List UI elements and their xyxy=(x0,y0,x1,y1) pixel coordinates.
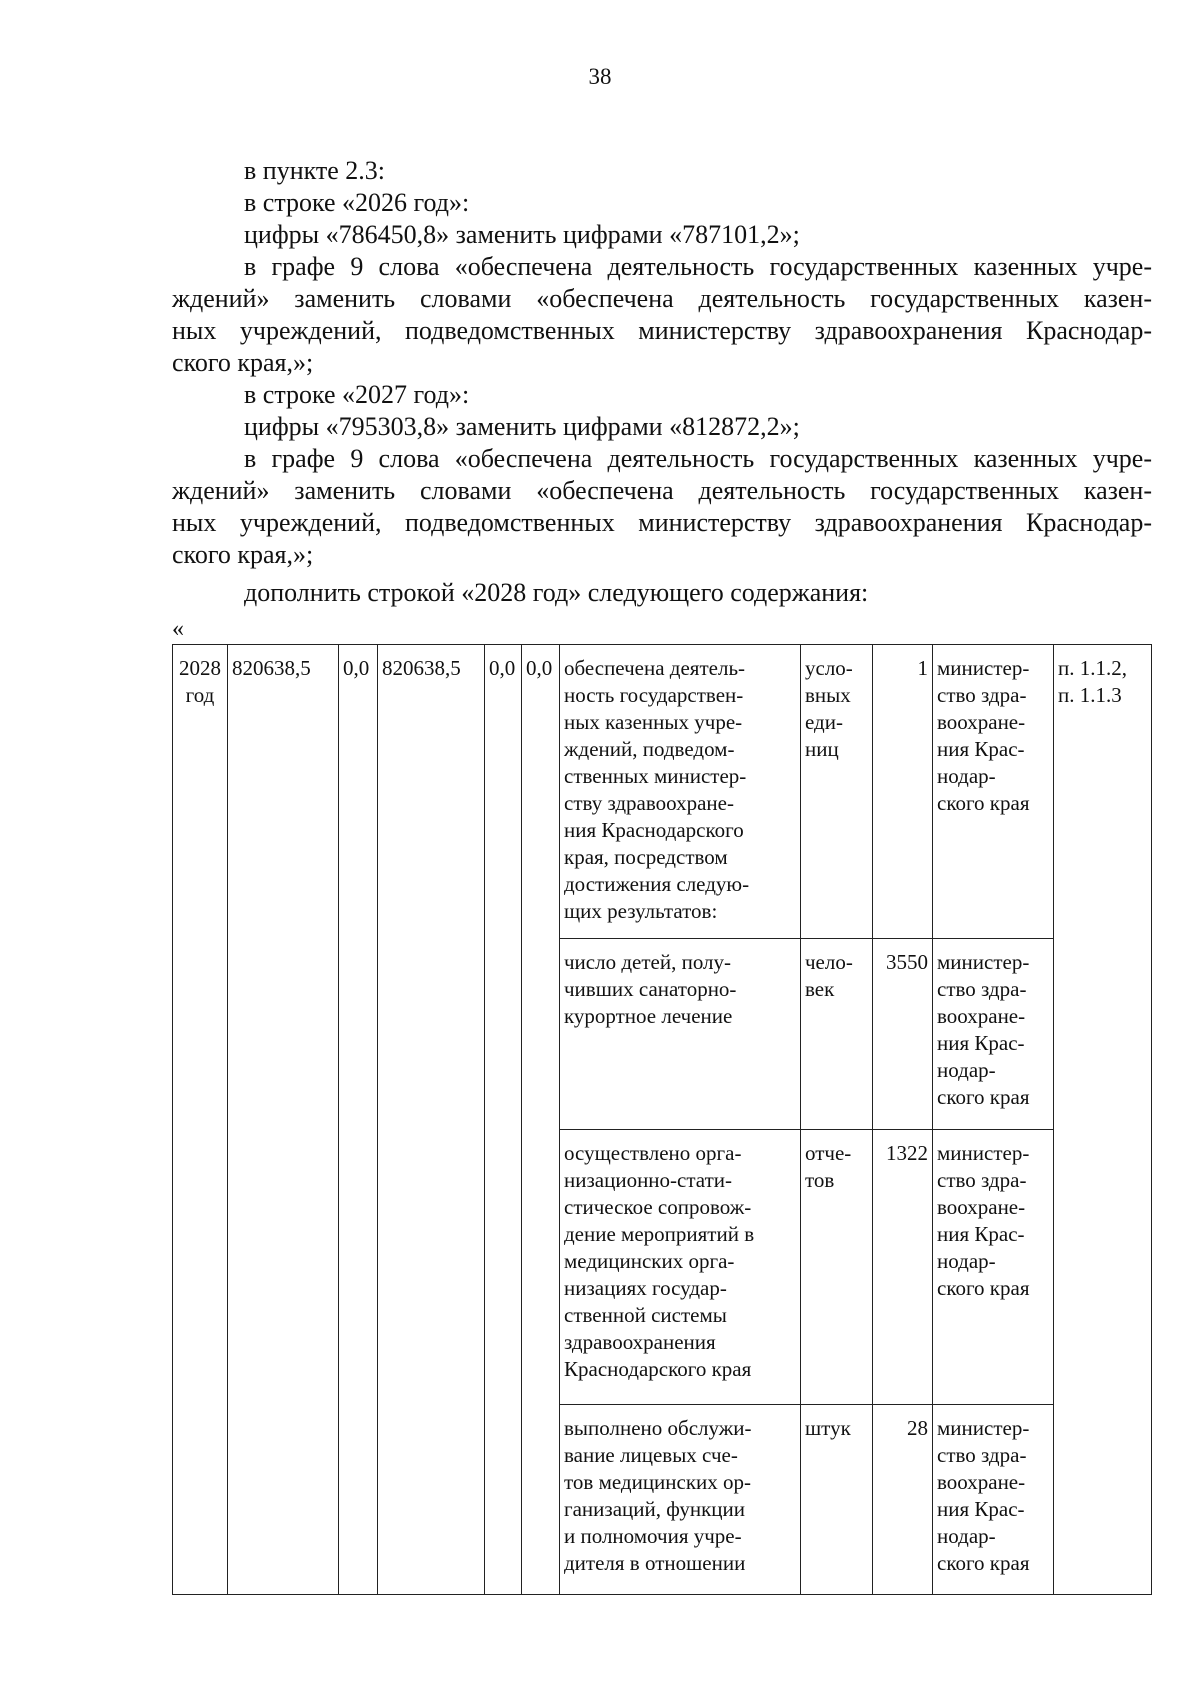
paragraph-column9-2026-l2: ждений» заменить словами «обеспечена деятельность государственных казен- xyxy=(172,284,1152,313)
table-row xyxy=(173,645,1152,939)
reference-cell: п. 1.1.2, п. 1.1.3 xyxy=(1054,645,1152,1595)
unit-cell: чело- век xyxy=(801,939,873,1130)
paragraph-column9-2027-l3: ных учреждений, подведомственных министерству здравоохранения Краснодар- xyxy=(172,508,1152,537)
paragraph-row-2026: в строке «2026 год»: xyxy=(244,188,470,217)
paragraph-figures-2026: цифры «786450,8» заменить цифрами «787101,2»; xyxy=(244,220,800,249)
paragraph-row-2027: в строке «2027 год»: xyxy=(244,380,470,409)
opening-quote: « xyxy=(172,616,184,642)
executor-cell: министер- ство здра- воохране- ния Крас- нодар- ского края xyxy=(933,1405,1054,1595)
value-cell: 28 xyxy=(873,1405,933,1595)
row-2028-table xyxy=(172,644,1152,1595)
value-cell: 3550 xyxy=(873,939,933,1130)
unit-cell: отче- тов xyxy=(801,1130,873,1405)
extra-budget-cell: 0,0 xyxy=(522,645,560,1595)
local-cell: 0,0 xyxy=(485,645,522,1595)
result-cell: число детей, полу- чивших санаторно- курортное лечение xyxy=(560,939,801,1130)
paragraph-figures-2027: цифры «795303,8» заменить цифрами «812872,2»; xyxy=(244,412,800,441)
page-number: 38 xyxy=(588,64,612,89)
paragraph-column9-2026-l4: ского края,»; xyxy=(172,348,314,377)
paragraph-column9-2027-l1: в графе 9 слова «обеспечена деятельность государственных казенных учре- xyxy=(244,444,1152,473)
result-cell: выполнено обслужи- вание лицевых сче- тов медицинских ор- ганизаций, функции и полномочия учре- дителя в отношении xyxy=(560,1405,801,1595)
value-cell: 1 xyxy=(873,645,933,939)
total-cell: 820638,5 xyxy=(228,645,339,1595)
regional-cell: 820638,5 xyxy=(378,645,485,1595)
paragraph-add-row-2028: дополнить строкой «2028 год» следующего содержания: xyxy=(244,578,869,607)
paragraph-column9-2026-l1: в графе 9 слова «обеспечена деятельность государственных казенных учре- xyxy=(244,252,1152,281)
paragraph-clause: в пункте 2.3: xyxy=(244,156,386,185)
paragraph-column9-2026-l3: ных учреждений, подведомственных министерству здравоохранения Краснодар- xyxy=(172,316,1152,345)
paragraph-column9-2027-l4: ского края,»; xyxy=(172,540,314,569)
federal-cell: 0,0 xyxy=(339,645,378,1595)
unit-cell: штук xyxy=(801,1405,873,1595)
value-cell: 1322 xyxy=(873,1130,933,1405)
executor-cell: министер- ство здра- воохране- ния Крас- нодар- ского края xyxy=(933,1130,1054,1405)
result-cell: осуществлено орга- низационно-стати- стическое сопровож- дение мероприятий в медицинских орга- низациях государ- ственной системы здравоохранения Краснодарского края xyxy=(560,1130,801,1405)
executor-cell: министер- ство здра- воохране- ния Крас- нодар- ского края xyxy=(933,939,1054,1130)
paragraph-column9-2027-l2: ждений» заменить словами «обеспечена деятельность государственных казен- xyxy=(172,476,1152,505)
year-cell: 2028 год xyxy=(173,645,228,1595)
unit-cell: усло- вных еди- ниц xyxy=(801,645,873,939)
result-cell: обеспечена деятель- ность государствен- ных казенных учре- ждений, подведом- ственных министер- ству здравоохране- ния Краснодарского края, посредством достижения следую- щих результатов: xyxy=(560,645,801,939)
executor-cell: министер- ство здра- воохране- ния Крас- нодар- ского края xyxy=(933,645,1054,939)
